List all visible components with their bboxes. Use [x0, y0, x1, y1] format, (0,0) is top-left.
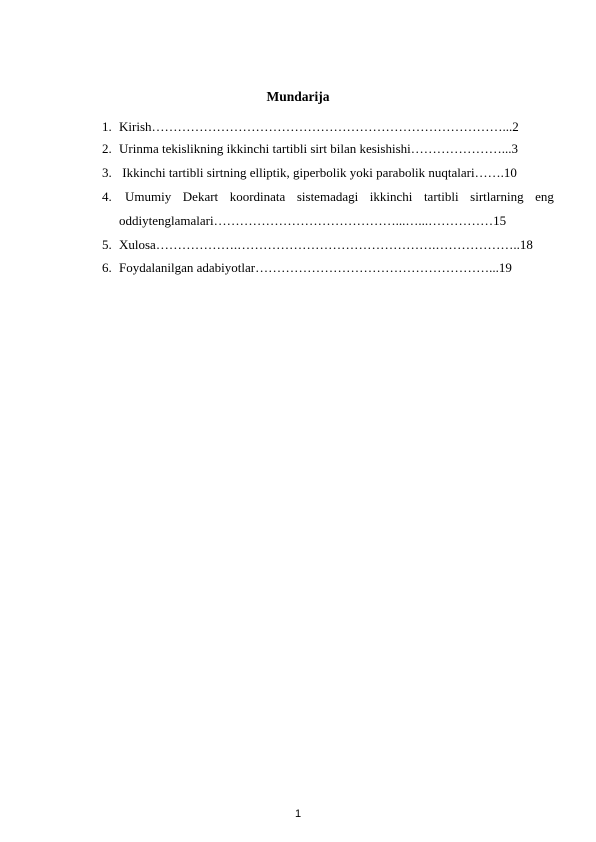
toc-entry-6 [102, 259, 554, 276]
toc-entry-4-continuation: oddiytenglamalari……………………………………...…...……………15 [119, 213, 507, 228]
toc-entry-number: 5. [102, 237, 112, 252]
toc-entry-text: Urinma tekislikning ikkinchi tartibli sirt bilan kesishishi…………………...3 [119, 141, 519, 156]
toc-word: koordinata [229, 189, 286, 204]
toc-word: sirtlarning [470, 189, 524, 204]
toc-entry-text: Foydalanilgan adabiyotlar………………………………………………...19 [119, 260, 512, 275]
toc-word: tartibli [423, 189, 459, 204]
toc-entry-text: Kirish………………………………………………………………………...2 [119, 119, 519, 134]
toc-word: sistemadagi [296, 189, 359, 204]
toc-entry-number: 1. [102, 119, 112, 134]
toc-entry-1 [102, 118, 554, 135]
page-number: 1 [294, 808, 302, 820]
toc-entry-number: 2. [102, 141, 112, 156]
toc-entry-number: 4. [102, 189, 112, 204]
toc-entry-text: Ikkinchi tartibli sirtning elliptik, giperbolik yoki parabolik nuqtalari…….10 [119, 165, 517, 180]
toc-word: eng [535, 189, 554, 204]
toc-entry-3 [102, 164, 554, 181]
toc-entry-number: 6. [102, 260, 112, 275]
toc-word: Umumiy [125, 189, 172, 204]
toc-entry-2 [102, 140, 554, 157]
toc-word: ikkinchi [369, 189, 413, 204]
page-title: Mundarija [266, 89, 330, 104]
toc-word: Dekart [182, 189, 219, 204]
toc-entry-5 [102, 236, 554, 253]
toc-entry-text: Xulosa……………….……………………………………….………………..18 [119, 237, 533, 252]
toc-entry-number: 3. [102, 165, 112, 180]
toc-entry-4 [102, 188, 554, 205]
